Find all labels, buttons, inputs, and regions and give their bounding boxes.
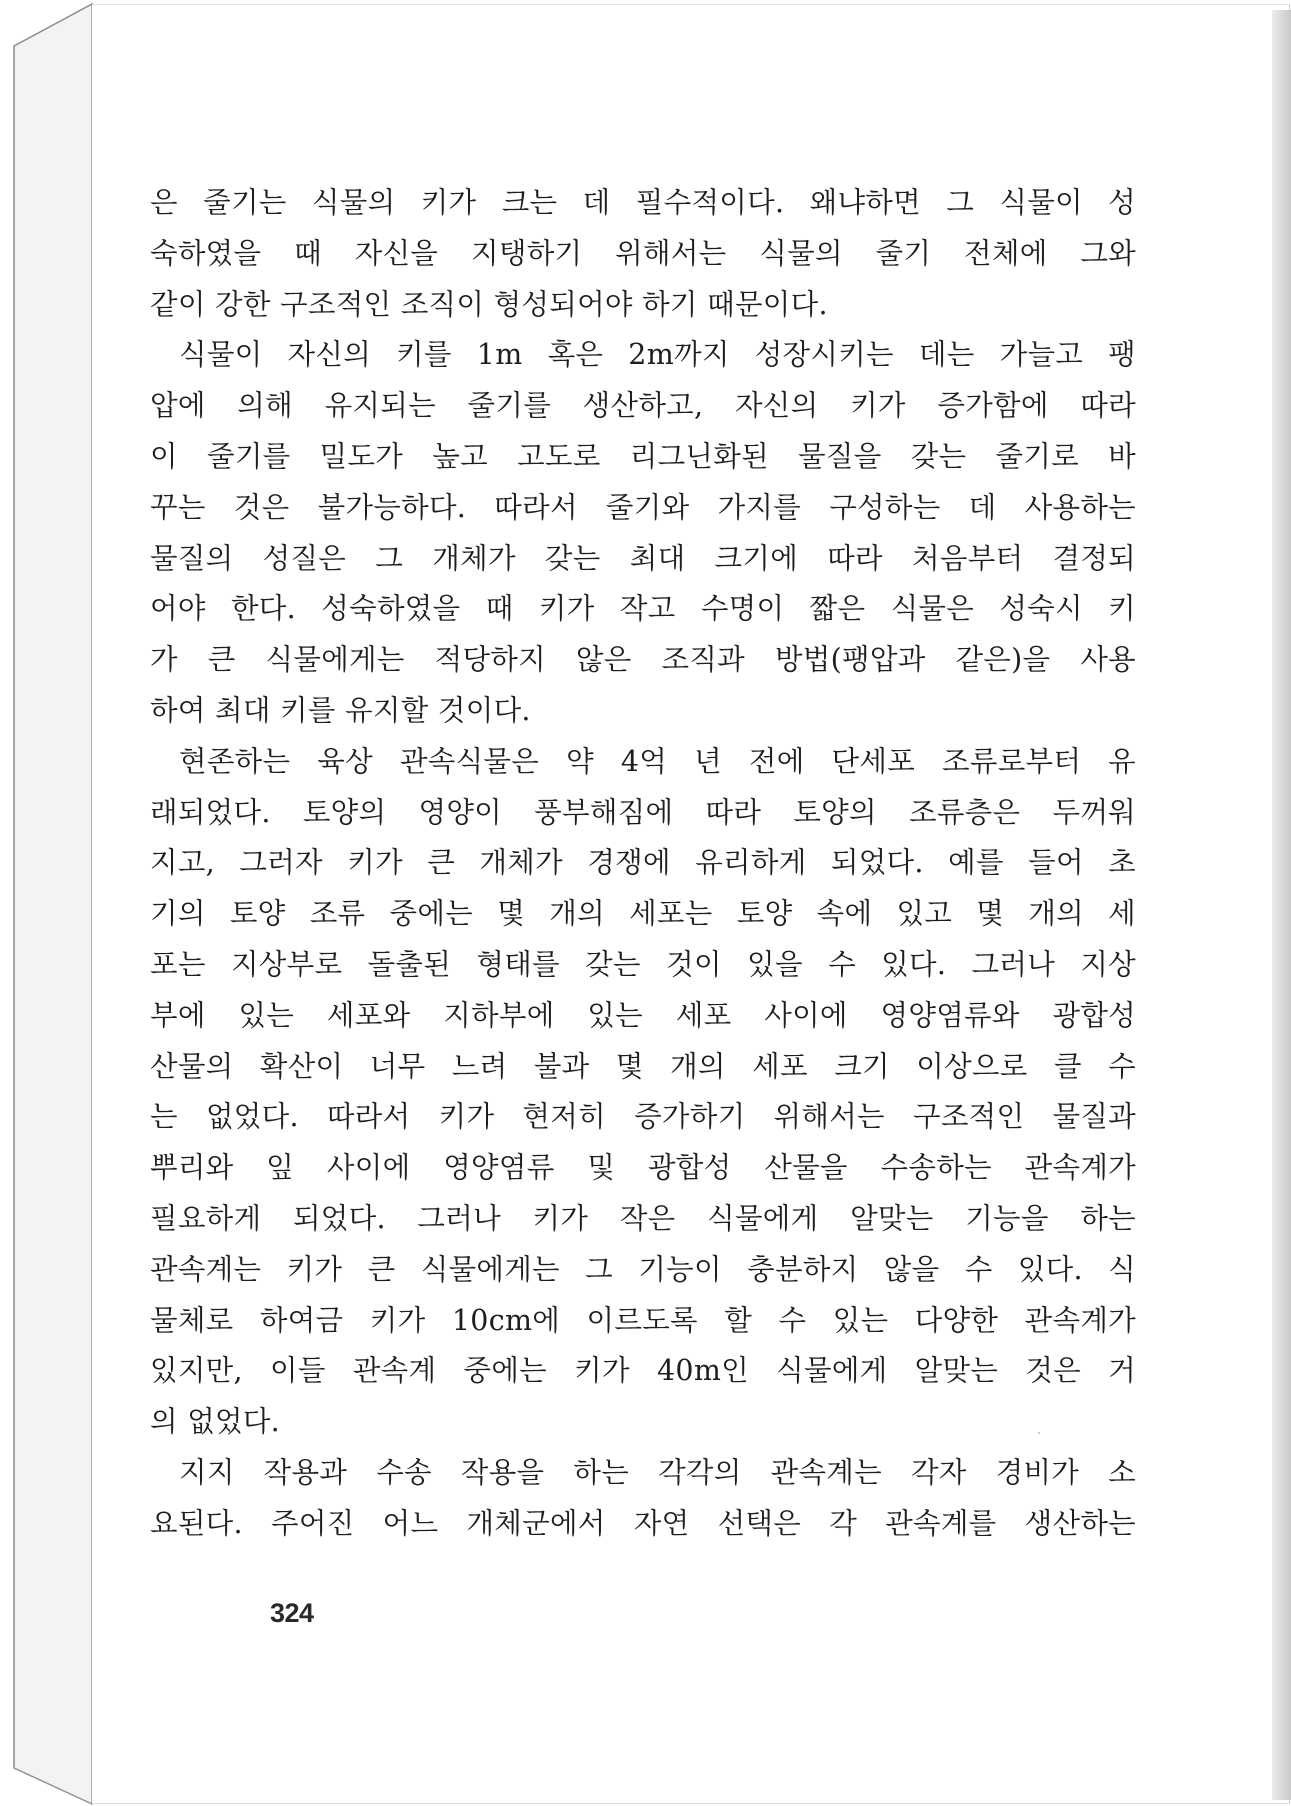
text-line: 지고, 그러자 키가 큰 개체가 경쟁에 유리하게 되었다. 예를 들어 초 [150, 846, 1136, 880]
text-line: 뿌리와 잎 사이에 영양염류 및 광합성 산물을 수송하는 관속계가 [150, 1151, 1136, 1185]
text-line: 물체로 하여금 키가 10cm에 이르도록 할 수 있는 다양한 관속계가 [150, 1303, 1136, 1337]
text-line: 압에 의해 유지되는 줄기를 생산하고, 자신의 키가 증가함에 따라 [150, 389, 1136, 423]
text-line: 숙하였을 때 자신을 지탱하기 위해서는 식물의 줄기 전체에 그와 [150, 236, 1136, 270]
page-number: 324 [270, 1598, 314, 1628]
text-line: 꾸는 것은 불가능하다. 따라서 줄기와 가지를 구성하는 데 사용하는 [150, 490, 1136, 524]
text-line: 있지만, 이들 관속계 중에는 키가 40m인 식물에게 알맞는 것은 거 [150, 1354, 1136, 1388]
text-line: 포는 지상부로 돌출된 형태를 갖는 것이 있을 수 있다. 그러나 지상 [150, 947, 1136, 981]
page-edge-shadow [1272, 10, 1291, 1800]
text-line: 래되었다. 토양의 영양이 풍부해짐에 따라 토양의 조류층은 두꺼워 [150, 795, 1136, 829]
text-line: 부에 있는 세포와 지하부에 있는 세포 사이에 영양염류와 광합성 [150, 998, 1136, 1032]
text-line: 물질의 성질은 그 개체가 갖는 최대 크기에 따라 처음부터 결정되 [150, 541, 1136, 575]
text-line: 지지 작용과 수송 작용을 하는 각각의 관속계는 각자 경비가 소 [179, 1455, 1136, 1489]
text-line: 같이 강한 구조적인 조직이 형성되어야 하기 때문이다. [150, 287, 828, 321]
text-line: 현존하는 육상 관속식물은 약 4억 년 전에 단세포 조류로부터 유 [179, 744, 1136, 778]
body-text [150, 178, 1136, 1550]
text-line: 필요하게 되었다. 그러나 키가 작은 식물에게 알맞는 기능을 하는 [150, 1201, 1136, 1235]
text-line: 가 큰 식물에게는 적당하지 않은 조직과 방법(팽압과 같은)을 사용 [150, 643, 1136, 677]
text-line: 기의 토양 조류 중에는 몇 개의 세포는 토양 속에 있고 몇 개의 세 [150, 897, 1136, 931]
text-line: 산물의 확산이 너무 느려 불과 몇 개의 세포 크기 이상으로 클 수 [150, 1049, 1136, 1083]
text-line: 하여 최대 키를 유지할 것이다. [150, 693, 531, 727]
text-line: 의 없었다. [150, 1405, 281, 1439]
text-line: 이 줄기를 밀도가 높고 고도로 리그닌화된 물질을 갖는 줄기로 바 [150, 439, 1136, 473]
text-line: 는 없었다. 따라서 키가 현저히 증가하기 위해서는 구조적인 물질과 [150, 1100, 1136, 1134]
text-line: 요된다. 주어진 어느 개체군에서 자연 선택은 각 관속계를 생산하는 [150, 1506, 1136, 1540]
text-line: 은 줄기는 식물의 키가 크는 데 필수적이다. 왜냐하면 그 식물이 성 [150, 186, 1136, 219]
text-line: 식물이 자신의 키를 1m 혹은 2m까지 성장시키는 데는 가늘고 팽 [179, 338, 1136, 372]
book-side-face [14, 4, 92, 1804]
scan-speck [1038, 1432, 1040, 1434]
text-line: 관속계는 키가 큰 식물에게는 그 기능이 충분하지 않을 수 있다. 식 [150, 1252, 1136, 1286]
text-line: 어야 한다. 성숙하였을 때 키가 작고 수명이 짧은 식물은 성숙시 키 [150, 592, 1136, 626]
